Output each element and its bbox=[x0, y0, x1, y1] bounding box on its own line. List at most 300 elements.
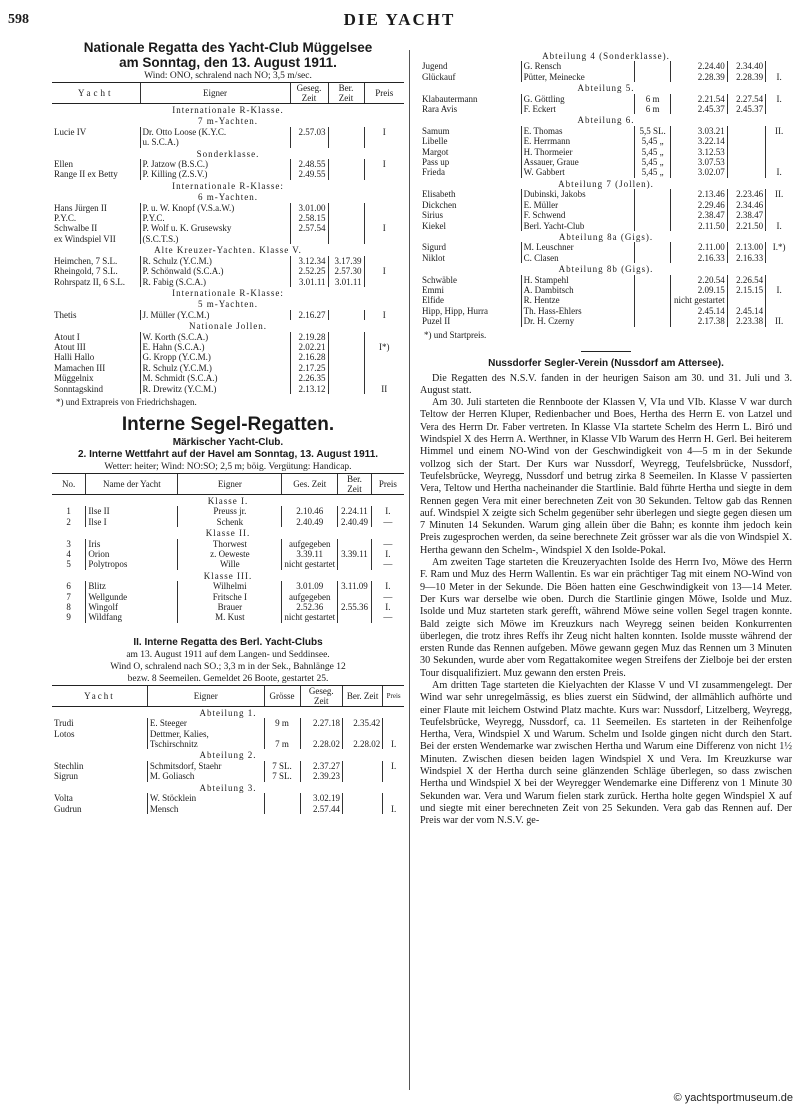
table-cell bbox=[634, 285, 670, 295]
table-cell bbox=[634, 221, 670, 231]
table-cell: Stechlin bbox=[54, 760, 84, 771]
table-cell: Samum bbox=[422, 125, 450, 136]
table-row bbox=[420, 210, 792, 220]
section-row bbox=[52, 494, 404, 506]
table-row bbox=[420, 147, 792, 157]
table-cell bbox=[766, 295, 792, 305]
table-cell: Dickchen bbox=[422, 199, 457, 210]
table-cell: 8 bbox=[66, 602, 71, 613]
table-row bbox=[52, 342, 404, 352]
table-cell: C. Clasen bbox=[521, 253, 634, 263]
table-cell: I. bbox=[383, 739, 404, 749]
section-divider bbox=[581, 351, 631, 352]
table-cell: II. bbox=[766, 189, 792, 199]
table-cell: 2.55.36 bbox=[338, 602, 372, 612]
table-cell: II bbox=[364, 384, 404, 394]
table-cell: Kiekel bbox=[422, 220, 446, 231]
table-row bbox=[52, 739, 404, 749]
watermark: © yachtsportmuseum.de bbox=[673, 1092, 793, 1104]
table-cell: Glückauf bbox=[422, 71, 456, 82]
table-cell bbox=[264, 793, 300, 803]
table-cell: Th. Hass-Ehlers bbox=[521, 306, 634, 316]
col-header: No. bbox=[52, 473, 86, 494]
table-cell: Schwäble bbox=[422, 274, 457, 285]
table-cell: — bbox=[371, 592, 404, 602]
table-cell: 6 m bbox=[634, 104, 670, 114]
section-row bbox=[420, 178, 792, 189]
muggelsee-footnote: *) und Extrapreis von Friedrichshagen. bbox=[56, 396, 197, 407]
table-cell: I. bbox=[766, 285, 792, 295]
table-cell: 2.45.14 bbox=[671, 306, 727, 316]
table-cell: I*) bbox=[364, 342, 404, 352]
table-cell bbox=[328, 169, 364, 179]
table-cell bbox=[766, 136, 792, 146]
table-cell: P.Y.C. bbox=[140, 213, 290, 223]
table-cell bbox=[766, 275, 792, 285]
table-cell: E. Steeger bbox=[147, 718, 264, 728]
table-cell: 2.27.54 bbox=[727, 94, 765, 104]
section-row bbox=[52, 706, 404, 718]
paragraph: Am dritten Tage starteten die Kielyachten der Klasse V und VI zusammengelegt. Der Wind war sehr unregelmässig, es blies zuerst ein Südwind, der allmählich aufhörte und einer Flaute mit leichem Ostwind Platz machte. Kurs war: Nussdorf, Litzelberg, Weyregg, Teufelsbrücke, Weyregg, Nussdorf, ca. 11 Seemeilen. Es starteten in der Reihenfolge Hertha, Vera, Windspiel X und Warum. Schelm und Isolde gingen nicht durch den Start. Bei der ersten Wendemarke war zwischen Hertha und Warum eine Differenz von nicht 1½ Minuten. Zwischen diesen beiden lagen Windspiel X und Vera. Im Kreuzkurse war Windspiel X der Hertha durch seine glänzenden Schläge überlegen, so dass zwischen Hertha und Windspiel X bei der Weyregger Wendemarke eine Differenz von 1 Minute 30 Sekunden war. Vera und Warum fielen stark zurück. Hertha holte gegen Windspiel X auf und siegte mit einer berechneten Zeit von 25 Sekunden. Vera gab das Rennen auf. Der Preis war der vom N.S.V. ge- bbox=[420, 679, 792, 827]
table-row bbox=[420, 253, 792, 263]
maerkischer-club: Märkischer Yacht-Club. bbox=[172, 436, 284, 448]
table-cell bbox=[727, 147, 765, 157]
table-cell bbox=[766, 306, 792, 316]
table-cell: Berl. Yacht-Club bbox=[521, 221, 634, 231]
table-cell: 2.13.46 bbox=[671, 189, 727, 199]
table-cell: 2.28.39 bbox=[727, 72, 765, 82]
nussdorf-title: Nussdorfer Segler-Verein (Nussdorf am Attersee). bbox=[488, 357, 724, 369]
table-cell: 3.01.09 bbox=[282, 581, 338, 591]
table-row bbox=[52, 506, 404, 516]
table-cell: 2.57.54 bbox=[290, 223, 328, 233]
table-cell: 3 bbox=[66, 538, 71, 549]
table-cell bbox=[328, 310, 364, 320]
table-cell: Range II ex Betty bbox=[54, 169, 118, 180]
table-cell: Orion bbox=[86, 549, 178, 559]
table-row bbox=[52, 729, 404, 739]
col-header: Preis bbox=[383, 685, 404, 706]
table-cell: Ilse II bbox=[86, 506, 178, 516]
table-cell: 2.57.30 bbox=[328, 266, 364, 276]
table-cell: Libelle bbox=[422, 136, 448, 147]
section-title: Klasse I. bbox=[207, 495, 249, 506]
table-cell: I. bbox=[766, 72, 792, 82]
table-row bbox=[420, 104, 792, 114]
section-row bbox=[52, 180, 404, 191]
table-cell: Wingolf bbox=[86, 602, 178, 612]
table-cell: Tschirschnitz bbox=[147, 739, 264, 749]
table-cell: Rheingold, 7 S.L. bbox=[54, 266, 118, 277]
interne-race-title: 2. Interne Wettfahrt auf der Havel am Sonntag, 13. August 1911. bbox=[77, 448, 379, 460]
table-cell: 3.12.34 bbox=[290, 256, 328, 266]
table-cell: 2.16.33 bbox=[727, 253, 765, 263]
table-cell: z. Oeweste bbox=[178, 549, 282, 559]
table-cell: I bbox=[364, 127, 404, 137]
table-cell: 9 m bbox=[264, 718, 300, 728]
table-cell: Gudrun bbox=[54, 803, 82, 814]
table-cell: 2.17.38 bbox=[671, 316, 727, 326]
table-cell: 2.26.35 bbox=[290, 373, 328, 383]
table-cell: Sigurd bbox=[422, 242, 447, 253]
table-cell: Assauer, Graue bbox=[521, 157, 634, 167]
table-row bbox=[420, 295, 792, 305]
table-cell: Trudi bbox=[54, 718, 74, 729]
muggelsee-wind: Wind: ONO, schralend nach NO; 3,5 m/sec. bbox=[144, 71, 312, 81]
section-row bbox=[52, 148, 404, 159]
table-cell: Schwalbe II bbox=[54, 223, 98, 234]
table-cell: 3.03.21 bbox=[671, 126, 727, 136]
section-row bbox=[420, 114, 792, 125]
berliner-results-table-2 bbox=[420, 50, 792, 327]
table-cell: W. Stöcklein bbox=[147, 793, 264, 803]
table-row bbox=[52, 592, 404, 602]
table-cell bbox=[264, 729, 300, 739]
table-cell: — bbox=[371, 612, 404, 622]
table-cell: Frieda bbox=[422, 167, 445, 178]
table-cell: F. Schwend bbox=[521, 210, 634, 220]
table-row bbox=[52, 127, 404, 137]
table-cell bbox=[328, 373, 364, 383]
table-cell: 2.45.37 bbox=[671, 104, 727, 114]
table-cell: Dubinski, Jakobs bbox=[521, 189, 634, 199]
table-cell: 6 m bbox=[634, 94, 670, 104]
table-row bbox=[52, 793, 404, 803]
table-row bbox=[52, 352, 404, 362]
table-cell: Wildfang bbox=[86, 612, 178, 622]
table-row bbox=[420, 167, 792, 177]
section-row bbox=[52, 749, 404, 760]
table-cell: 3.01.11 bbox=[290, 277, 328, 287]
table-row bbox=[52, 602, 404, 612]
section-row bbox=[52, 244, 404, 255]
table-row bbox=[420, 275, 792, 285]
table-row bbox=[420, 306, 792, 316]
table-cell: 2.13.12 bbox=[290, 384, 328, 394]
table-cell bbox=[727, 157, 765, 167]
section-subtitle-row bbox=[52, 115, 404, 126]
table-cell: 2.24.11 bbox=[338, 506, 372, 516]
table-cell: Pass up bbox=[422, 157, 450, 168]
table-cell: E. Hahn (S.C.A.) bbox=[140, 342, 290, 352]
table-cell: 2.40.49 bbox=[282, 517, 338, 527]
table-row bbox=[420, 61, 792, 71]
table-cell bbox=[634, 72, 670, 82]
col-header: Yacht bbox=[52, 685, 147, 706]
table-cell: I. bbox=[766, 167, 792, 177]
table-cell bbox=[727, 126, 765, 136]
table-cell: 5,45 „ bbox=[634, 136, 670, 146]
table-cell: I. bbox=[371, 581, 404, 591]
table-row bbox=[420, 316, 792, 326]
table-cell: Thetis bbox=[54, 309, 77, 320]
table-cell: 3.22.14 bbox=[671, 136, 727, 146]
table-cell: 5 bbox=[66, 559, 71, 570]
muggelsee-title-1: Nationale Regatta des Yacht-Club Müggelsee bbox=[83, 40, 373, 55]
paragraph: Am 30. Juli starteten die Rennboote der Klassen V, VIa und VIb. Klasse V war durch Teltow der Herren Kluper, Redienbacher und Boes, Hertha des Herrn E. von Latzel und Vera des Herrn Dr. Faber vertreten. In Klasse VIa startete Schelm des Herrn L. Biró und Windspiel X des Herrn A. Werthner, in Klasse VIb Warum des Herrn H. Gerl. Bei heiterem Himmel und einem NO-Wind von der Geschwindigkeit von 4—5 m in der Sekunde vollzog sich der Start. Der Kurs war Nussdorf, Weyregg, Teufelsbrücke, Nussdorf, Teufelsbrücke, Weyregg, Nussdorf und betrug zirka 8 Seemeilen. In Klasse V passierten Vera, Teltow und Hertha nacheinander die Startlinie. Bald führte Hertha und siegte in dem Rennen gegen Vera mit einer berechneten Zeit von 30 Sekunden. Teltow gab das Rennen auf. Windspiel X zeigte sich Schelm gegenüber sehr überlegen und siegte gegen diesen um 7 Minuten 14 Sekunden. Warum ging allein über die Bahn; es konnte ihm jedoch kein Preis zugesprochen werden, da seine berechnete Zeit grösser war als die von Windspiel X. Hertha gewann den Schelm-, Windspiel X den Isolde-Pokal. bbox=[420, 397, 792, 556]
table-cell: Ilse I bbox=[86, 517, 178, 527]
table-cell bbox=[52, 739, 147, 749]
table-cell: 6 bbox=[66, 581, 71, 592]
col-header: Ber. Zeit bbox=[328, 83, 364, 104]
table-cell bbox=[328, 159, 364, 169]
table-cell: 2.24.40 bbox=[671, 61, 727, 71]
table-cell: 3.01.00 bbox=[290, 203, 328, 213]
table-cell: Margot bbox=[422, 146, 449, 157]
col-header: Preis bbox=[371, 473, 404, 494]
table-cell: R. Drewitz (Y.C.M.) bbox=[140, 384, 290, 394]
table-cell bbox=[300, 729, 342, 739]
table-cell: Preuss jr. bbox=[178, 506, 282, 516]
col-header: Eigner bbox=[147, 685, 264, 706]
table-cell: Müggelnix bbox=[54, 373, 94, 384]
table-cell bbox=[328, 234, 364, 244]
table-cell: Niklot bbox=[422, 252, 446, 263]
table-row bbox=[52, 549, 404, 559]
table-cell: I bbox=[364, 266, 404, 276]
table-cell: (S.C.T.S.) bbox=[140, 234, 290, 244]
table-row bbox=[420, 72, 792, 82]
table-row bbox=[52, 159, 404, 169]
table-cell: G. Kropp (Y.C.M.) bbox=[140, 352, 290, 362]
table-cell: nicht gestartet bbox=[282, 559, 338, 569]
table-cell: F. Eckert bbox=[521, 104, 634, 114]
interne-results-table bbox=[52, 473, 404, 623]
table-cell: H. Stampehl bbox=[521, 275, 634, 285]
berliner-line-2: Wind O, schralend nach SO.; 3,3 m in der Sek., Bahnlänge 12 bbox=[110, 661, 346, 672]
table-cell: 3.11.09 bbox=[338, 581, 372, 591]
table-cell bbox=[634, 242, 670, 252]
col-header: Ber. Zeit bbox=[338, 473, 372, 494]
page-header bbox=[0, 12, 799, 30]
table-row bbox=[52, 169, 404, 179]
page-number: 598 bbox=[8, 12, 29, 27]
table-cell: 5,45 „ bbox=[634, 167, 670, 177]
section-title: Klasse II. bbox=[205, 528, 251, 539]
col-header: Preis bbox=[364, 83, 404, 104]
table-cell: 2.58.15 bbox=[290, 213, 328, 223]
table-row bbox=[420, 285, 792, 295]
table-cell: Sonntagskind bbox=[54, 383, 104, 394]
table-cell: Schmitsdorf, Staehr bbox=[147, 761, 264, 771]
table-cell bbox=[328, 342, 364, 352]
table-cell bbox=[364, 169, 404, 179]
table-cell bbox=[634, 210, 670, 220]
table-cell bbox=[290, 234, 328, 244]
table-cell: I. bbox=[766, 94, 792, 104]
table-cell: Fritsche I bbox=[178, 592, 282, 602]
section-row bbox=[52, 527, 404, 538]
table-cell bbox=[338, 559, 372, 569]
paragraph: Am zweiten Tage starteten die Kreuzeryachten Isolde des Herrn Ivo, Möwe des Herrn F. Ram und Muz des Herrn Wallentin. Es war ein prächtiger Tag mit einem NO-Wind von 9—10 Meter in der Sekunde. Die Böen hatten eine Geschwindigkeit von 13—14 Meter. Der Kurs war derselbe wie oben. Durch die Startlinie gingen Möwe, Isolde und Muz. Isolde und Muz starteten stark gerefft, während Möwe seine vollen Segel tragen konnte. Bald zeigte sich Möwe im Kreuzkurs nach Weyregg seinen beiden Konkurrenten überlegen, die trotz ihres Reffs ihr Zeug nicht halten konnten. Isolde musste während der ersten Runde das Rennen aufgeben. Möwe gewann gegen Muz das Rennen um 3 Minuten 30 Sekunden, wurde aber vom Regattakomitee wegen Streifens der Zielboje bei der ersten Tour disqualifiziert. Muz gewann den ersten Preis. bbox=[420, 557, 792, 679]
table-cell: G. Göttling bbox=[521, 94, 634, 104]
table-cell: E. Müller bbox=[521, 200, 634, 210]
right-column bbox=[420, 50, 792, 828]
table-cell: 3.01.11 bbox=[328, 277, 364, 287]
table-cell: 2.38.47 bbox=[727, 210, 765, 220]
table-cell: Hipp, Hipp, Hurra bbox=[422, 305, 488, 316]
col-header: Eigner bbox=[140, 83, 290, 104]
table-cell: P.Y.C. bbox=[54, 213, 77, 224]
section-title: Abteilung 1. bbox=[199, 707, 257, 718]
table-cell bbox=[383, 771, 404, 781]
table-cell: 2.15.15 bbox=[727, 285, 765, 295]
table-row bbox=[52, 804, 404, 814]
table-cell bbox=[383, 793, 404, 803]
table-cell: 2.19.28 bbox=[290, 332, 328, 342]
berliner-line-1: am 13. August 1911 auf dem Langen- und Seddinsee. bbox=[126, 649, 330, 660]
table-cell: I. bbox=[383, 761, 404, 771]
table-cell bbox=[328, 203, 364, 213]
table-cell: 2.29.46 bbox=[671, 200, 727, 210]
table-cell bbox=[634, 253, 670, 263]
section-subtitle-row bbox=[52, 191, 404, 202]
col-header: Geseg. Zeit bbox=[290, 83, 328, 104]
col-header: Yacht bbox=[52, 83, 140, 104]
table-row bbox=[420, 221, 792, 231]
table-cell: 2.28.02 bbox=[300, 739, 342, 749]
section-title: Internationale R-Klasse: bbox=[172, 180, 284, 191]
table-cell: 5,45 „ bbox=[634, 157, 670, 167]
col-header: Ges. Zeit bbox=[282, 473, 338, 494]
table-row bbox=[52, 559, 404, 569]
section-title: Klasse III. bbox=[203, 570, 253, 581]
table-cell bbox=[766, 61, 792, 71]
table-cell: Elfide bbox=[422, 295, 444, 306]
table-cell: H. Thormeier bbox=[521, 147, 634, 157]
table-cell: 2.28.02 bbox=[342, 739, 382, 749]
table-cell bbox=[364, 373, 404, 383]
table-cell bbox=[634, 316, 670, 326]
table-row bbox=[52, 213, 404, 223]
section-row bbox=[52, 320, 404, 331]
table-cell: I. bbox=[371, 602, 404, 612]
table-cell bbox=[383, 718, 404, 728]
table-cell: Elisabeth bbox=[422, 189, 456, 200]
table-cell: 7 bbox=[66, 591, 71, 602]
table-cell: nicht gestartet bbox=[282, 612, 338, 622]
table-cell: 2.10.46 bbox=[282, 506, 338, 516]
table-cell: 2.40.49 bbox=[338, 517, 372, 527]
col-header: Grösse bbox=[264, 685, 300, 706]
table-cell bbox=[328, 332, 364, 342]
table-cell: Lotos bbox=[54, 728, 75, 739]
table-cell: M. Goliasch bbox=[147, 771, 264, 781]
table-cell: Blitz bbox=[86, 581, 178, 591]
section-title: Abteilung 6. bbox=[577, 115, 635, 126]
table-cell: Emmi bbox=[422, 284, 444, 295]
table-cell: 3.02.19 bbox=[300, 793, 342, 803]
section-subtitle: 5 m-Yachten. bbox=[197, 299, 259, 310]
table-cell: G. Rensch bbox=[521, 61, 634, 71]
table-cell bbox=[328, 213, 364, 223]
table-cell bbox=[328, 363, 364, 373]
section-title: Abteilung 8a (Gigs). bbox=[558, 231, 654, 242]
table-cell: W. Gabbert bbox=[521, 167, 634, 177]
table-row bbox=[52, 539, 404, 549]
table-cell: 2.02.21 bbox=[290, 342, 328, 352]
table-cell bbox=[342, 729, 382, 739]
table-cell: Iris bbox=[86, 539, 178, 549]
table-cell bbox=[766, 210, 792, 220]
table-cell: 2 bbox=[66, 516, 71, 527]
table-cell bbox=[766, 147, 792, 157]
berliner-line-3: bezw. 8 Seemeilen. Gemeldet 26 Boote, gestartet 25. bbox=[127, 673, 329, 684]
table-cell bbox=[342, 761, 382, 771]
table-cell: J. Müller (Y.C.M.) bbox=[140, 310, 290, 320]
table-cell: Pütter, Meinecke bbox=[521, 72, 634, 82]
table-cell: 2.16.27 bbox=[290, 310, 328, 320]
table-cell bbox=[328, 127, 364, 137]
table-cell bbox=[338, 592, 372, 602]
table-cell bbox=[364, 203, 404, 213]
section-title: Abteilung 5. bbox=[577, 83, 635, 94]
table-cell: 5,5 SL. bbox=[634, 126, 670, 136]
table-cell: Hans Jürgen II bbox=[54, 202, 107, 213]
table-cell: 2.26.54 bbox=[727, 275, 765, 285]
left-column bbox=[52, 40, 404, 814]
section-subtitle: 6 m-Yachten. bbox=[197, 192, 259, 203]
table-cell: P. Jatzow (B.S.C.) bbox=[140, 159, 290, 169]
table-cell: 2.16.33 bbox=[671, 253, 727, 263]
table-cell: 2.23.46 bbox=[727, 189, 765, 199]
section-row bbox=[52, 782, 404, 793]
table-row bbox=[52, 223, 404, 233]
table-cell: R. Fabig (S.C.A.) bbox=[140, 277, 290, 287]
table-cell: P. Killing (Z.S.V.) bbox=[140, 169, 290, 179]
section-row bbox=[420, 82, 792, 93]
table-row bbox=[52, 517, 404, 527]
table-row bbox=[52, 363, 404, 373]
table-cell: 2.52.36 bbox=[282, 602, 338, 612]
section-title: Abteilung 2. bbox=[199, 750, 257, 761]
table-cell: 4 bbox=[66, 549, 71, 559]
table-row bbox=[52, 612, 404, 622]
section-title: Internationale R-Klasse. bbox=[172, 105, 284, 115]
table-cell bbox=[364, 277, 404, 287]
muggelsee-results-table bbox=[52, 82, 404, 394]
section-row bbox=[420, 231, 792, 242]
table-cell: M. Leuschner bbox=[521, 242, 634, 252]
table-cell: I bbox=[364, 159, 404, 169]
nussdorf-article bbox=[420, 373, 792, 828]
table-cell: Wellgunde bbox=[86, 592, 178, 602]
table-row bbox=[52, 332, 404, 342]
table-cell: aufgegeben bbox=[282, 592, 338, 602]
table-cell: 2.35.42 bbox=[342, 718, 382, 728]
table-cell bbox=[364, 332, 404, 342]
section-title: Abteilung 4 (Sonderklasse). bbox=[542, 51, 670, 61]
table-row bbox=[52, 256, 404, 266]
table-cell: M. Kust bbox=[178, 612, 282, 622]
section-title: Abteilung 8b (Gigs). bbox=[558, 264, 654, 275]
section-title: Abteilung 7 (Jollen). bbox=[558, 178, 654, 189]
section-title: Alte Kreuzer-Yachten. Klasse V. bbox=[154, 245, 302, 256]
table-cell bbox=[52, 137, 140, 147]
table-cell bbox=[364, 234, 404, 244]
table-cell: aufgegeben bbox=[282, 539, 338, 549]
table-cell: Klabautermann bbox=[422, 93, 478, 104]
table-row bbox=[52, 761, 404, 771]
table-cell: I. bbox=[371, 506, 404, 516]
table-cell: 2.57.44 bbox=[300, 804, 342, 814]
paragraph: Die Regatten des N.S.V. fanden in der heurigen Saison am 30. und 31. Juli und 3. August statt. bbox=[420, 372, 792, 396]
table-cell: 2.37.27 bbox=[300, 761, 342, 771]
table-cell: ex Windspiel VII bbox=[54, 233, 116, 244]
table-row bbox=[52, 771, 404, 781]
section-title: Sonderklasse. bbox=[196, 148, 260, 159]
table-cell: E. Thomas bbox=[521, 126, 634, 136]
